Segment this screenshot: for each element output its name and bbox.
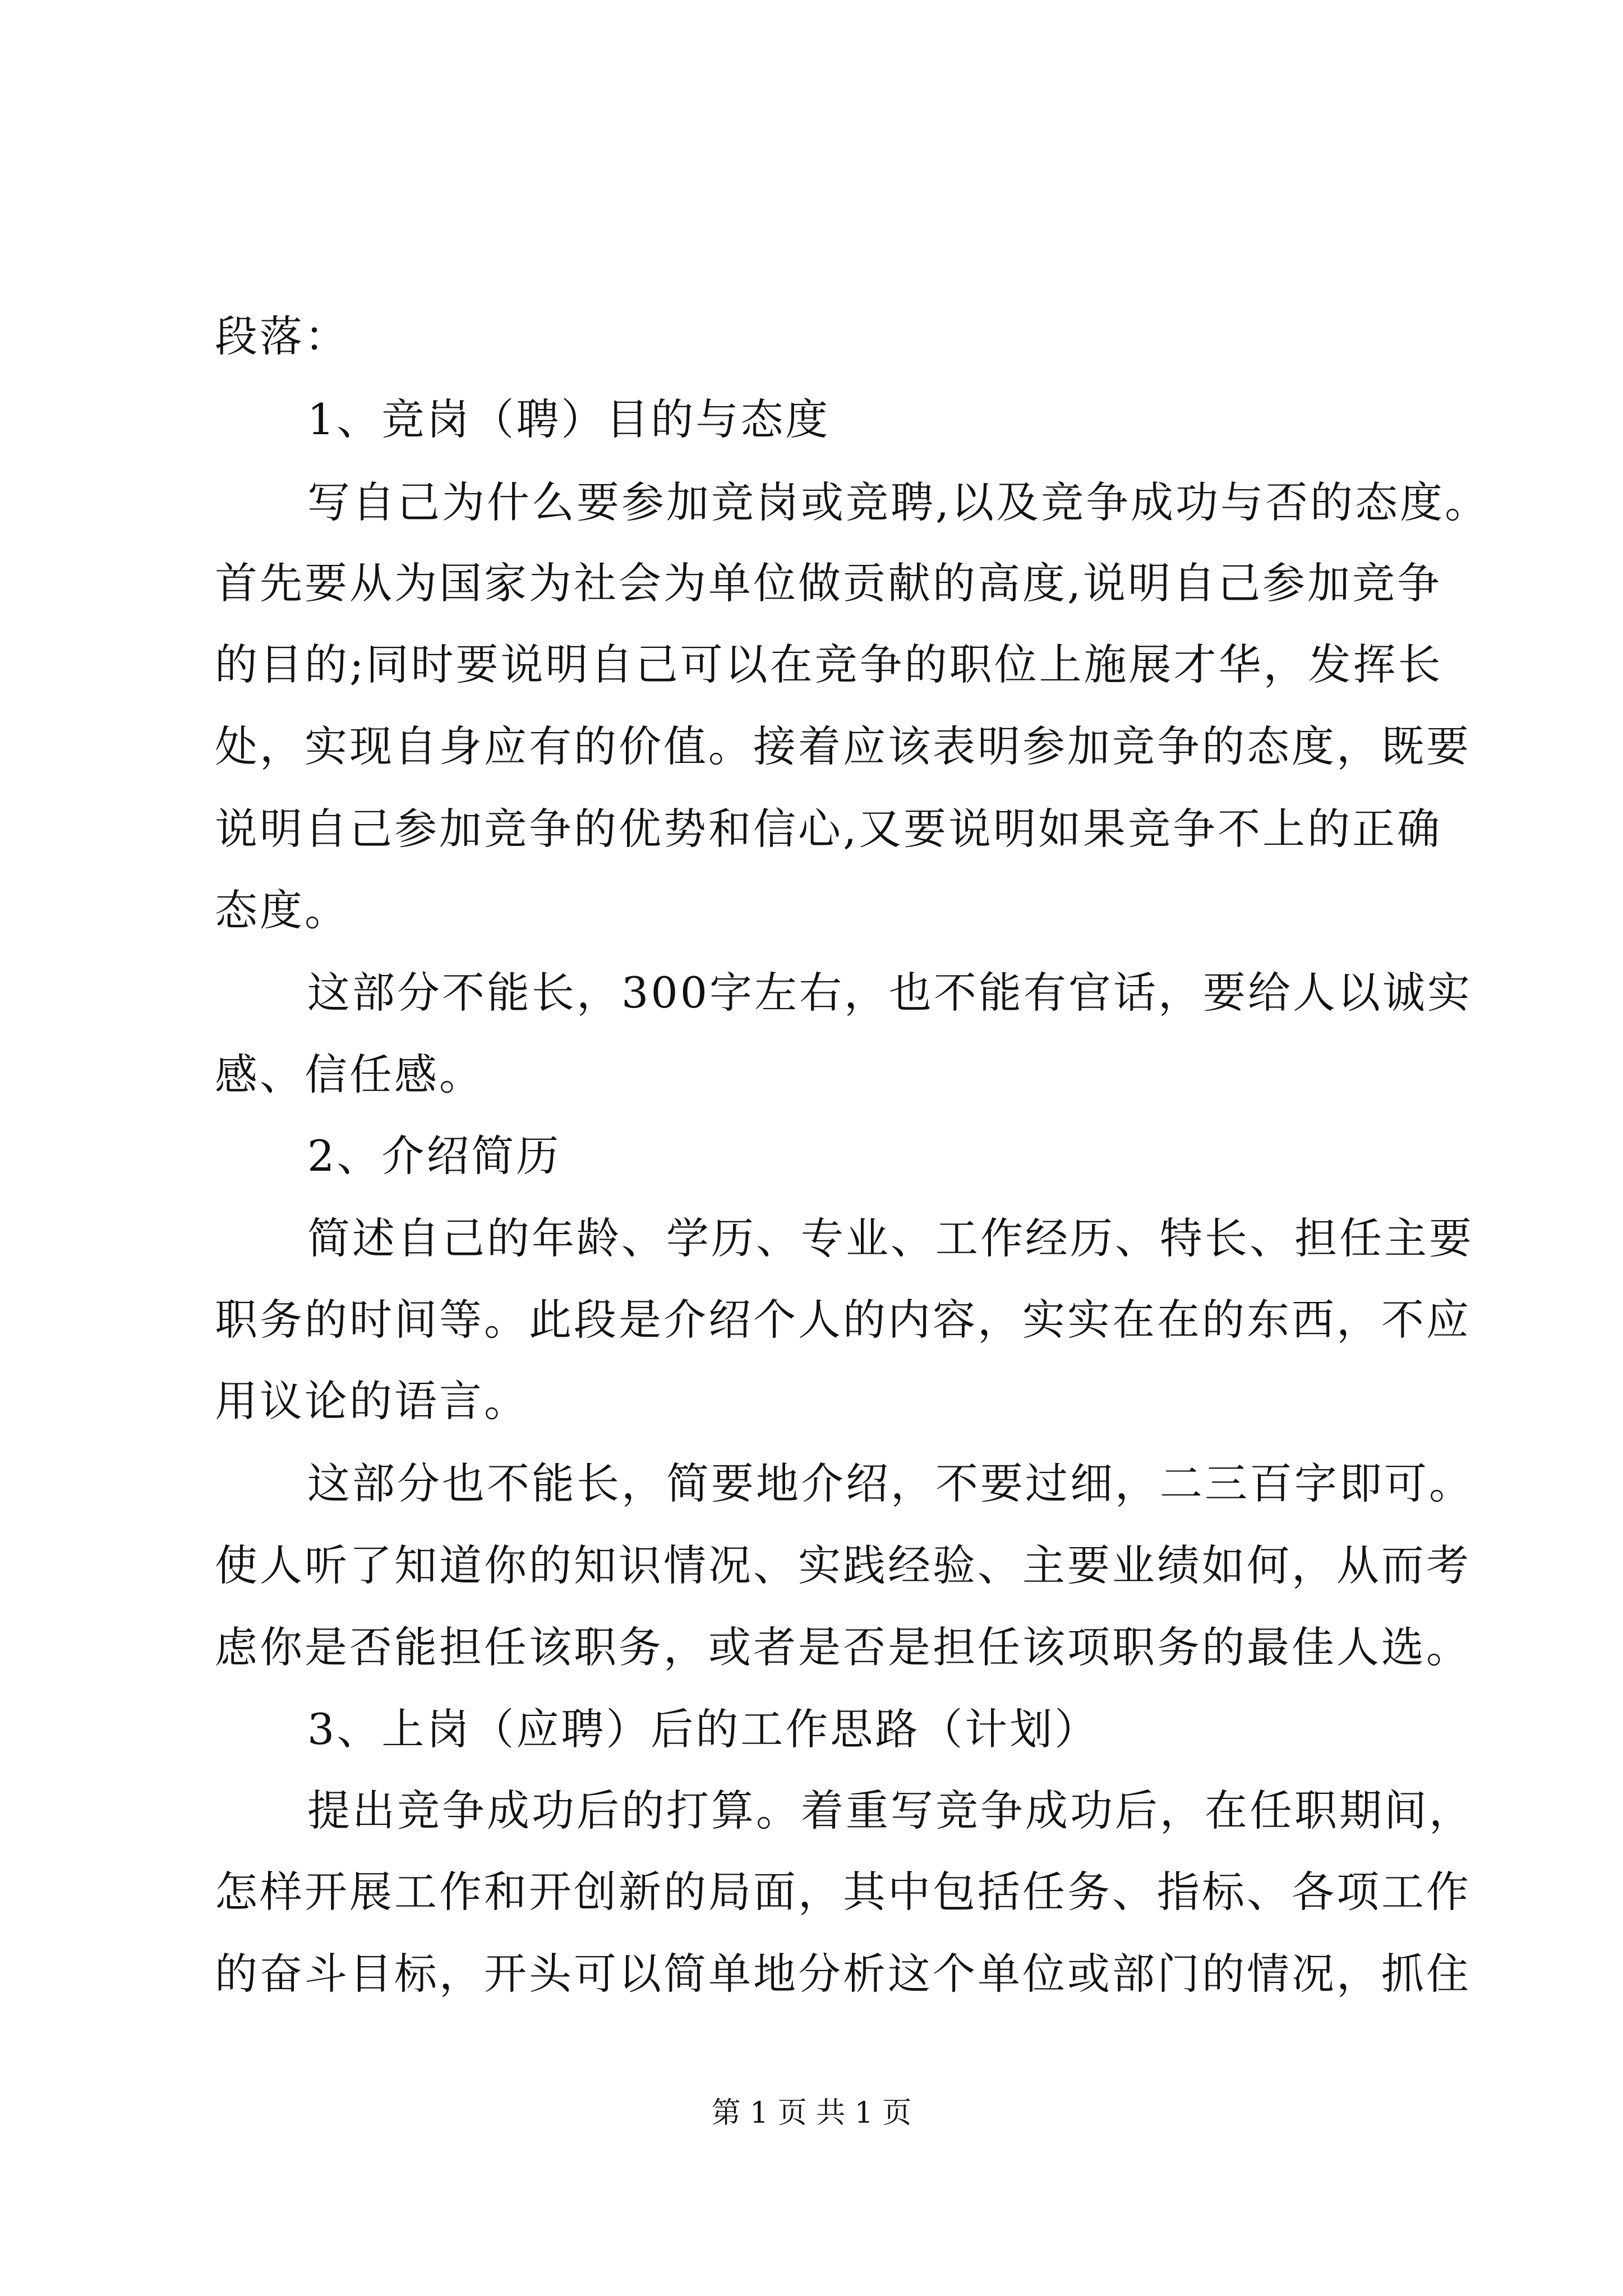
paragraph-line: 简述自己的年龄、学历、专业、工作经历、特长、担任主要 bbox=[307, 1213, 1474, 1263]
paragraph-line: 态度。 bbox=[215, 885, 349, 935]
heading-2: 2、介绍简历 bbox=[307, 1131, 561, 1181]
heading-1: 1、竞岗（聘）目的与态度 bbox=[307, 394, 831, 444]
paragraph-line: 的目的;同时要说明自己可以在竞争的职位上施展才华，发挥长 bbox=[215, 639, 1443, 689]
paragraph-line: 用议论的语言。 bbox=[215, 1376, 529, 1426]
paragraph-line: 首先要从为国家为社会为单位做贡献的高度,说明自己参加竞争 bbox=[215, 558, 1442, 608]
paragraph-line: 说明自己参加竞争的优势和信心,又要说明如果竞争不上的正确 bbox=[215, 804, 1442, 854]
section-lead-label: 段落： bbox=[215, 311, 349, 361]
paragraph-line: 怎样开展工作和开创新的局面，其中包括任务、指标、各项工作 bbox=[215, 1867, 1471, 1917]
paragraph-line: 处，实现自身应有的价值。接着应该表明参加竞争的态度，既要 bbox=[215, 721, 1471, 771]
paragraph-line: 职务的时间等。此段是介绍个人的内容，实实在在的东西，不应 bbox=[215, 1295, 1471, 1345]
paragraph-line: 使人听了知道你的知识情况、实践经验、主要业绩如何，从而考 bbox=[215, 1540, 1471, 1590]
paragraph-line: 提出竞争成功后的打算。着重写竞争成功后，在任职期间， bbox=[307, 1786, 1474, 1835]
paragraph-line: 的奋斗目标，开头可以简单地分析这个单位或部门的情况，抓住 bbox=[215, 1949, 1471, 1999]
paragraph-line: 写自己为什么要参加竞岗或竞聘,以及竞争成功与否的态度。 bbox=[307, 477, 1490, 527]
paragraph-line: 虑你是否能担任该职务，或者是否是担任该项职务的最佳人选。 bbox=[215, 1622, 1471, 1672]
heading-3: 3、上岗（应聘）后的工作思路（计划） bbox=[307, 1704, 1100, 1754]
paragraph-line: 感、信任感。 bbox=[215, 1050, 484, 1099]
paragraph-line: 这部分也不能长，简要地介绍，不要过细，二三百字即可。 bbox=[307, 1458, 1474, 1508]
page-footer: 第 1 页 共 1 页 bbox=[711, 2096, 912, 2130]
paragraph-line: 这部分不能长，300字左右，也不能有官话，要给人以诚实 bbox=[307, 968, 1473, 1018]
